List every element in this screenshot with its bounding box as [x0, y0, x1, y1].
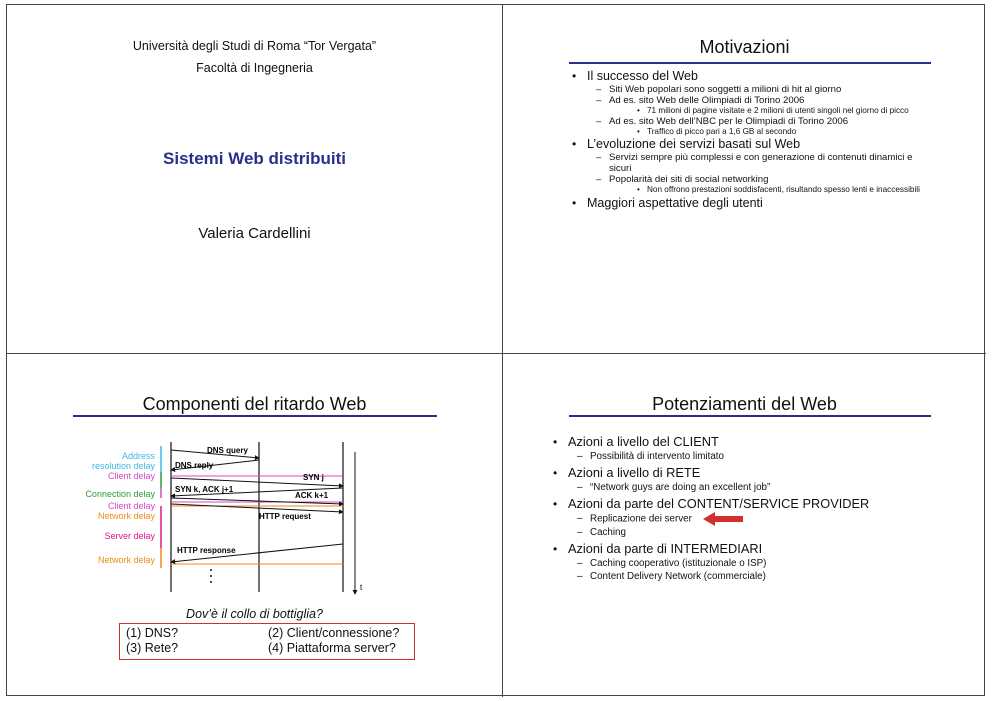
option-rete: (3) Rete? [126, 641, 179, 655]
msg-dns-query: DNS query [207, 446, 248, 455]
arrow-icon [701, 512, 745, 526]
msg-syn: SYN j [303, 473, 324, 482]
list-item: • Traffico di picco pari a 1,6 GB al secondo [609, 127, 932, 137]
slide-potenziamenti [503, 354, 986, 697]
title-rule [569, 62, 931, 64]
slide-ritardo [7, 354, 502, 697]
list-item: – Servizi sempre più complessi e con generazione di contenuti dinamici e sicuri [587, 152, 932, 174]
options-box [119, 623, 415, 660]
list-item: – Caching cooperativo (istituzionale o ISP) [568, 557, 953, 570]
author-name: Valeria Cardellini [198, 225, 311, 242]
title-rule [73, 415, 437, 417]
list-item: – “Network guys are doing an excellent job” [568, 481, 953, 494]
label-network-delay-2: Network delay [97, 555, 155, 565]
slide-title-motivazioni: Motivazioni [699, 37, 790, 57]
option-dns: (1) DNS? [126, 626, 179, 640]
label-resolution-delay: resolution delay [91, 461, 155, 471]
list-item: – Siti Web popolari sono soggetti a milioni di hit al giorno [587, 84, 932, 95]
slide-title-potenziamenti: Potenziamenti del Web [652, 394, 837, 414]
list-item: – Ad es. sito Web delle Olimpiadi di Torino 2006 • 71 milioni di pagine visitate e 2 milioni di utenti singoli nel giorno di picco [587, 95, 932, 116]
handout-page [6, 4, 985, 696]
list-item: – Popolarità dei siti di social networking • Non offrono prestazioni soddisfacenti, risultando spesso lenti e inaccessibili [587, 174, 932, 195]
option-server: (4) Piattaforma server? [268, 641, 396, 655]
list-item: – Replicazione dei server [568, 512, 953, 526]
ellipsis-dot [210, 569, 212, 571]
title-rule [569, 415, 931, 417]
label-connection-delay: Connection delay [85, 489, 155, 499]
timing-diagram [155, 442, 375, 602]
list-item: – Caching [568, 526, 953, 539]
list-item: – Content Delivery Network (commerciale) [568, 570, 953, 583]
label-server-delay: Server delay [104, 531, 155, 541]
faculty-name: Facoltà di Ingegneria [196, 61, 313, 75]
list-item: • Non offrono prestazioni soddisfacenti, risultando spesso lenti e inaccessibili [609, 185, 932, 195]
slide-motivazioni [503, 5, 986, 353]
bottleneck-question: Dov’è il collo di bottiglia? [186, 607, 323, 621]
university-name: Università degli Studi di Roma “Tor Vergata” [132, 39, 377, 53]
list-item: • Azioni a livello del CLIENT – Possibilità di intervento limitato [553, 434, 953, 463]
bullet-list [572, 69, 932, 212]
delay-labels [65, 451, 155, 581]
presentation-title: Sistemi Web distribuiti [163, 149, 346, 168]
ellipsis-dot [210, 581, 212, 583]
msg-http-response: HTTP response [177, 546, 236, 555]
ellipsis-dot [210, 575, 212, 577]
list-item: • Il successo del Web – Siti Web popolari sono soggetti a milioni di hit al giorno – Ad es. sito Web delle Olimpiadi di Torino 2006 • 71 milioni di pagine visitate e 2 milioni di utenti singoli nel giorno di picco – Ad es. sito Web dell’NBC per le Olimpiadi di Torino 2006 • Traffico di picco pari a 1,6 GB al secondo [572, 69, 932, 136]
label-network-delay: Network delay [97, 511, 155, 521]
list-item: • Azioni a livello di RETE – “Network guys are doing an excellent job” [553, 465, 953, 494]
slide-title-ritardo: Componenti del ritardo Web [142, 394, 367, 414]
list-item: – Ad es. sito Web dell’NBC per le Olimpiadi di Torino 2006 • Traffico di picco pari a 1,6 GB al secondo [587, 116, 932, 137]
list-item: • Azioni da parte del CONTENT/SERVICE PROVIDER – Replicazione dei server – Caching [553, 496, 953, 539]
label-client-delay: Client delay [107, 471, 155, 481]
list-item: • Maggiori aspettative degli utenti [572, 196, 932, 211]
label-client-delay-2: Client delay [107, 501, 155, 511]
list-item: • 71 milioni di pagine visitate e 2 milioni di utenti singoli nel giorno di picco [609, 106, 932, 116]
msg-http-request: HTTP request [259, 512, 311, 521]
arrow-http-request [171, 504, 343, 512]
label-address: Address [121, 451, 155, 461]
list-item: • L’evoluzione dei servizi basati sul Web – Servizi sempre più complessi e con generazione di contenuti dinamici e sicuri – Popolarità dei siti di social networking • Non offrono prestazioni soddisfacenti, risultando spesso lenti e inaccessibili [572, 137, 932, 195]
bullet-list [553, 434, 953, 585]
msg-synack: SYN k, ACK j+1 [175, 485, 234, 494]
msg-ack: ACK k+1 [295, 491, 329, 500]
time-label: t [360, 583, 363, 592]
msg-dns-reply: DNS reply [175, 461, 214, 470]
option-client: (2) Client/connessione? [268, 626, 400, 640]
list-item: – Possibilità di intervento limitato [568, 450, 953, 463]
list-item: • Azioni da parte di INTERMEDIARI – Caching cooperativo (istituzionale o ISP) – Content Delivery Network (commerciale) [553, 541, 953, 583]
slide-title [7, 5, 502, 353]
